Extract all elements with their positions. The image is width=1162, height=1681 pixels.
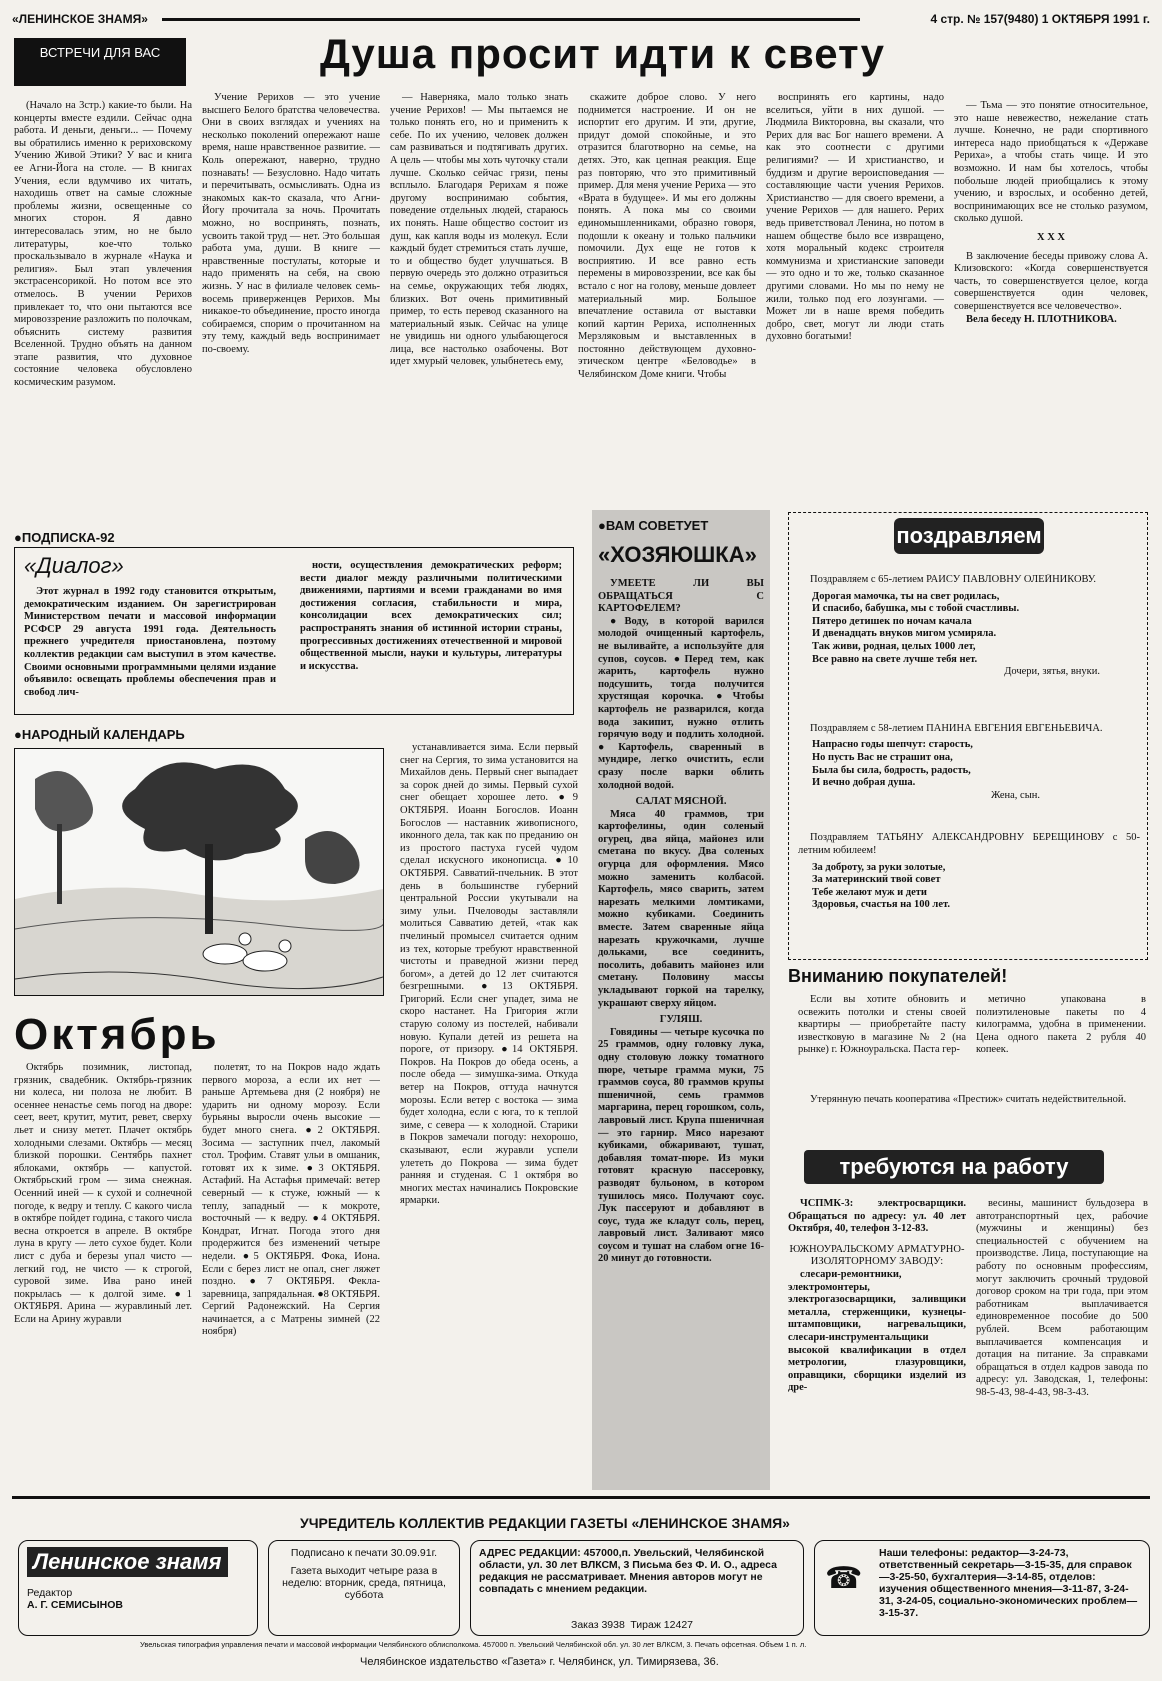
article-text: — Тьма — это понятие относительное, это наше невежество, нежелание стать лучше. Конечно, не ради спортивного интереса надо приобщаться к «Державе Рериха», а чтобы стать чище. И это возможно. И нам бы хотелось, чтобы побольше людей приобщались к этому учению, и взрослых, и особенно детей, воспринимающих все не столько разумом, сколько душой.: [954, 100, 1148, 225]
footer-rule: [12, 1496, 1150, 1499]
separator-stars: Х Х Х: [1037, 231, 1065, 243]
footer-phones-box: [814, 1540, 1150, 1636]
editorial-address: АДРЕС РЕДАКЦИИ: 457000,п. Увельский, Челябинской области, ул. 30 лет ВЛКСМ, 3 Письма без Ф. И. О., адреса редакция не рассматривает. Мнения авторов могут не совпадать с мнением редакции.: [479, 1547, 777, 1595]
section-title-subscription: ●ПОДПИСКА-92: [14, 530, 115, 545]
jobs-column-1: [788, 1198, 966, 1488]
greeting-poem: [798, 591, 1140, 667]
printer-info: Увельская типография управления печати и массовой информации Челябинского облисполкома. 457000 п. Увельский Челябинской обл. ул. 30 лет ВЛКСМ, 3. Печать офсетная. Объем 1 п. л.: [140, 1640, 807, 1649]
article-text: Учение Рерихов — это учение высшего Белого братства человечества. Они в своих взглядах и учениях на несколько поколений опережают наше время, наше нравственное развитие. — Коль опережают, наверно, трудно познавать! — Безусловно. Надо читать и перечитывать, осмысливать. Одна из знакомых как-то сказала, что Агни-Йогу прочитала за ночь. Прочитать можно, но воспринять, познать, усвоить такой труд — нет. Это большая работа ума, души. В книге — нравственные постулаты, которые и надо применять на себя, на свою жизнь. У нас в филиале человек семь-восемь приверженцев Рерихов. Мы никакое-то объединение, просто иногда собираемся, спорим о прочитанном на эту тему, каждый ведь воспринимает по-своему.: [202, 92, 380, 355]
article-text: скажите доброе слово. У него поднимется настроение. И он не испортит его другим. И эти, другие, придут домой спокойные, и это отразится благотворно на семье, на детях. Это, как цепная реакция. Еще раз повторяю, что это примитивный пример. Для меня учение Рериха — это «Врата в будущее». И мы его должны понять. А пока мы со своими единомышленниками, образно говоря, подошли к океану и только пальчики помочили. Дух еще не готов к восприятию. И все равно есть перемены в мировоззрении, все как бы встало с ног на голову, меньше довлеет материальный мир. Большое впечатление оставила от выставки копий картин Рериха, исполненных Мерзляковым и выставленных в постоянно действующем духовно-этическом центре «Беловодье» в Челябинском Доме книги. Чтобы: [578, 92, 756, 381]
article-column-5: [766, 92, 944, 490]
salad-title: САЛАТ МЯСНОЙ.: [635, 796, 727, 808]
footer-address-box: [470, 1540, 804, 1636]
notice-text: Утерянную печать кооператива «Престиж» считать недействительной.: [810, 1094, 1127, 1105]
subscription-text-1: [24, 586, 276, 710]
article-column-4: [578, 92, 756, 490]
congrats-banner: поздравляем: [894, 518, 1044, 554]
buyers-column-1: [798, 994, 966, 1074]
poem-line: Была бы сила, бодрость, радость,: [812, 764, 971, 776]
greeting-intro: Поздравляем с 65-летием РАИСУ ПАВЛОВНУ ОЛЕЙНИКОВУ.: [810, 574, 1097, 585]
article-headline: Душа просит идти к свету: [320, 30, 885, 77]
footer-print-box: [268, 1540, 460, 1636]
jobs-column-2: [976, 1198, 1148, 1488]
issue-info: 4 стр. № 157(9480) 1 ОКТЯБРЯ 1991 г.: [930, 12, 1150, 26]
calendar-text: устанавливается зима. Если первый снег на Сергия, то зима установится на Михайлов день. Первый снег выпадает за сорок дней до зимы. Первый сухой снег обещает хорошее лето. ●9 ОКТЯБРЯ. Иоанн Богослов. Иоанн Богослов — наставник живописного, иконного дела, так как по преданию он из простого пастуха гусей чудом сделал искусного иконописца. ●10 ОКТЯБРЯ. Савватий-пчельник. В этот день в большинстве губерний центральной России укутывали на зиму ульи. Пчеловоды заставляли молиться Савватию детей, «так как пчелиный промысел считается одним из тех, которые требуют нравственной чистоты и праведной жизни перед богом», а детей до 12 лет считаются безгрешными. ●13 ОКТЯБРЯ. Григорий. Если снег упадет, зима не скоро настанет. На Григория жгли старую солому из постелей, набивали новую. Купали детей из решета на пороге, от призору. ●14 ОКТЯБРЯ. Покров. На Покров до обеда осень, а после обеда — зимушка-зима. Откуда ветер на Покров, оттуда начнутся морозы. Если ветер с востока — зима будет холодна, если с юга, то к теплой зиме, с севера — к холодной. Старики в Покров замечали погоду: нехорошо, сказывают, если журавли успели улететь до Покрова — зима будет ранняя и студеная. С 1 октября во многих местах начинались Покровские ярмарки.: [400, 742, 578, 1207]
greeting-intro: Поздравляем ТАТЬЯНУ АЛЕКСАНДРОВНУ БЕРЕЩИНОВУ с 50-летним юбилеем!: [798, 832, 1140, 856]
phone-numbers: Наши телефоны: редактор—3-24-73, ответственный секретарь—3-15-35, для справок—3-25-50, бухгалтерия—3-14-85, отделов: изучения общественного мнения—3-11-87, 3-24-31, 3-24-05, социально-экономических проблем—3-15-37.: [879, 1547, 1138, 1619]
publication-schedule: Газета выходит четыре раза в неделю: вторник, среда, пятница, суббота: [282, 1565, 446, 1601]
buyers-text: Если вы хотите обновить и освежить потолки и стены своей квартиры — приобретайте пасту известковую в магазине № 2 (на рынке) г. Южноуральска. Паста гер-: [798, 994, 966, 1056]
job-listing: слесари-ремонтники, электромонтеры, электрогазосварщики, заливщики металла, стерженщики, кузнецы-штамповщики, нагревальщики, слесари-инструментальщики высокой квалификации в отдел метрологии, глазуровщики, оправщики, сборщики изделий из дре-: [788, 1268, 966, 1394]
congrats-text: [798, 574, 1140, 954]
footer-logo-box: [18, 1540, 258, 1636]
greeting-poem: [798, 862, 1140, 912]
section-title-calendar: ●НАРОДНЫЙ КАЛЕНДАРЬ: [14, 727, 185, 742]
calendar-column-2: [202, 1062, 380, 1488]
editor-name: А. Г. СЕМИСЫНОВ: [27, 1599, 123, 1611]
poem-line: Здоровья, счастья на 100 лет.: [812, 899, 950, 911]
greeting-intro: Поздравляем с 58-летием ПАНИНА ЕВГЕНИЯ ЕВГЕНЬЕВИЧА.: [810, 722, 1103, 734]
byline: Вела беседу Н. ПЛОТНИКОВА.: [966, 313, 1117, 325]
calendar-text: полетят, то на Покров надо ждать первого мороза, а если их нет — раньше Артемьева дня (2 ноября) не ударить ни одному морозу. Если бурьяны выросли очень высокие — будет много снега. ●2 ОКТЯБРЯ. Зосима — заступник пчел, лакомый стол. Трофим. Ставят ульи в омшаник, готовят их к зиме. ●3 ОКТЯБРЯ. Астафий. На Астафья примечай: ветер северный — к стуже, южный — к теплу, западный — к мокроте, восточный — к ведру. ●4 ОКТЯБРЯ. Кондрат, Игнат. Погода этого дня продержится без изменений четыре недели. ●5 ОКТЯБРЯ. Фока, Иона. Если с берез лист не опал, снег ляжет поздно. ●7 ОКТЯБРЯ. Фекла-заревница, запрядальная. ●8 ОКТЯБРЯ. Сергий Радонежский. На Сергия начинается, а с Матрены зимней (22 ноября): [202, 1062, 380, 1338]
housewife-lead: УМЕЕТЕ ЛИ ВЫ ОБРАЩАТЬСЯ С КАРТОФЕЛЕМ?: [598, 578, 764, 615]
page-header: [12, 8, 1150, 32]
article-text: В заключение беседы привожу слова А. Клизовского: «Когда совершенствуется часть, то совершенствуется целое, когда совершенствуется один человек, совершенствуется все человечество».: [954, 250, 1148, 312]
salad-recipe: Мяса 40 граммов, три картофелины, один соленый огурец, два яйца, майонез или сметана по вкусу. Два соленых огурца для оформления. Мясо можно заменить колбасой. Картофель, мясо сварить, затем нарезать мелкими ломтиками, можно кубиками. Соединить вместе. Затем сваренные яйца нарезать кружочками, лучше дольками, все соединить, посолить, добавить майонез или сметану. Половину массы укладывают горкой на тарелку, украшают сверху яйцом.: [598, 808, 764, 1009]
greeting-poem: [798, 739, 1140, 789]
subscription-text-2: [300, 560, 562, 710]
housewife-text: [598, 578, 764, 1484]
housewife-title: «ХОЗЯЮШКА»: [598, 542, 757, 567]
poem-line: И вечно добрая душа.: [812, 777, 916, 789]
greeting-signature: Жена, сын.: [990, 789, 1040, 801]
calendar-column-3: [400, 742, 578, 1488]
article-text: (Начало на 3стр.) какие-то были. На концерты вместе ездили. Сейчас одна работа. И деньги, деньги... — Почему вы обратились именно к рериховскому Учению Живой Этики? У вас и книга ее Агни-Йога на столе. — В книгах Учения, если вдумчиво их читать, находишь ответ на самые сложные проблемы жизни, освещенные со многих сторон. Я давно интересовалась этим, но не было литературы, кое-что только проскальзывало в журнале «Наука и религия». Был этап увлечения экстрасенсорикой. Но потом все это отмелось. В учении Рерихов привлекает то, что они пытаются все мировоззрение разложить по полочкам, объяснить систему развития Вселенной. Трудно объять на данном этапе развития, что духовное состояние человека обусловлено космическим разумом.: [14, 100, 192, 389]
article-text: — Наверняка, мало только знать учение Рерихов! — Мы пытаемся не только понять его, но и применить к себе. По их учению, человек должен сам развиваться и подтягивать других. А цель — чтобы мы хоть чуточку стали лучше. Сколько сейчас грязи, пены всплыло. Благодаря Рерихам я поже другому воспринимаю события, поведение отдельных людей, стараюсь их понять. Наше общество состоит из душ, как капля воды из молекул. Если каждый будет стремиться стать лучше, то и общество будет улучшаться. В первую очередь это должно отразиться на семье, окружающих тебя людях, близких. Вот очень примитивный пример, то есть перевод сказанного на материальный язык. Сейчас на улице не увидишь ни одного улыбающегося лица, все настолько озабочены. Вот идет хмурый человек, улыбнетесь ему,: [390, 92, 568, 368]
jobs-banner: требуются на работу: [804, 1150, 1104, 1184]
section-title-housewife: ●ВАМ СОВЕТУЕТ: [598, 518, 709, 533]
subscription-text: Этот журнал в 1992 году становится открытым, демократическим изданием. Он зарегистрирован Министерством печати и массовой информации РСФСР 29 августа 1991 года. Деятельность прежнего учредителя приостановлена, поэтому коллектив редакции сам выступил в этом качестве. Своими основными программными целями издание объявило: освещать проблемы обеспечения прав и свобод лич-: [24, 586, 276, 698]
greeting-signature: Дочери, зятья, внуки.: [1004, 666, 1100, 678]
calendar-text: Октябрь позимник, листопад, грязник, свадебник. Октябрь-грязник ни колеса, ни полоза не любит. В осеннее ненастье семь погод на дворе: сеет, веет, крутит, мутит, ревет, сверху льет и снизу метет. Плачет октябрь холодными слезами. Октябрь — месяц близкой порошки. Сентябрь пахнет яблоками, октябрь — капустой. Октябрьский гром — зима снежная. Осенний иней — к сухой и солнечной погоде, к ведру и теплу. С какого числа в октябре пойдет година, с такого числа весна откроется в апреле. В октябре луна в кругу — лето сухое будет. Коли лист с дуба и березы упал чисто — легкий год, не чисто — к строгой, суровой зиме. Ива рано иней покрылась — к долгой зиме. ●1 ОКТЯБРЯ. Арина — журавлиный лет. Если на Арину журавли: [14, 1062, 192, 1325]
goulash-recipe: Говядины — четыре кусочка по 25 граммов, одну головку лука, одну столовую ложку томатного пюре, четыре грамма муки, 75 граммов соуса, 80 граммов крупы пшеничной, семь граммов маргарина, перец горошком, соль, лавровый лист. Крупа пшеничная — это гарнир. Мясо нарезают кубиками, обжаривают, тушат, добавляя томат-пюре. Из муки готовят красную пассеровку, разводят бульоном, в котором тушилось мясо. Получают соус. Лук пассеруют и добавляют в соус, туда же кладут соль, перец, лавровый лист. Заливают мясо соусом и тушат на слабом огне 16-20 минут до готовности.: [598, 1026, 764, 1265]
subscription-title: «Диалог»: [24, 553, 124, 578]
article-text: воспринять его картины, надо вселиться, уйти в них душой. — Людмила Викторовна, вы сказали, что Рерих для вас Бог нашего времени. А как это соотнести с другими религиями? — И христианство, и буддизм и другие вероисповедания — составляющие части учения Рерихов. Христианство — для своего времени, а учение Рерихов — для нашего. Рерих ведь приветствовал Ленина, но потом в нашем обществе было все извращено, хотя моральный кодекс строителя коммунизма и христианские заповеди — это одно и то же, только сказанное другими словами. Но мы по нему не жили, только под его лозунгами. — Может ли в наше время победить добро, свет, могут ли люди стать духовно богатыми!: [766, 92, 944, 343]
header-rule: [162, 18, 860, 21]
poem-line: За материнский твой совет: [812, 874, 941, 886]
signed-date: Подписано к печати 30.09.91г.: [290, 1547, 438, 1559]
calendar-month-title: Октябрь: [14, 1010, 220, 1059]
poem-line: Но пусть Вас не страшит она,: [812, 751, 953, 763]
article-column-3: [390, 92, 568, 490]
goulash-title: ГУЛЯШ.: [659, 1014, 703, 1026]
calendar-column-1: [14, 1062, 192, 1488]
subscription-text: ности, осуществления демократических реформ; вести диалог между различными политическими движениями, партиями и всеми гражданами во имя достижения согласия, стабильности и мира, консолидации всех демократических сил; распространять знания об истинной истории страны, прогрессивных достижениях отечественной и мировой общественной мысли, науки и культуры, литературы и искусства.: [300, 560, 562, 672]
poem-line: Тебе желают муж и дети: [812, 886, 927, 898]
buyers-title: Вниманию покупателей!: [788, 966, 1008, 986]
job-listing: ЧСПМК-3: электросварщики. Обращаться по адресу: ул. 40 лет Октября, 40, телефон 3-12-83.: [788, 1198, 966, 1235]
print-run: Тираж 12427: [630, 1619, 693, 1631]
poem-line: И спасибо, бабушка, мы с тобой счастливы.: [812, 603, 1020, 615]
job-listing: весины, машинист бульдозера в автотранспортный цех, рабочие (мужчины и женщины) без специальностей с обучением на производстве. Лица, поступающие на работу по основным профессиям, могут заключить срочный трудовой договор сроком на три года, при этом работникам выплачивается единовременное пособие до 500 рублей. Всем работающим выплачивается компенсация и дотация на питание. За справками обращаться в отдел кадров завода по адресу: ул. Заводская, 1, телефоны: 98-5-43, 98-4-43, 98-3-43.: [976, 1198, 1148, 1398]
newspaper-logo: Ленинское знамя: [27, 1547, 228, 1577]
plant-title: ЮЖНОУРАЛЬСКОМУ АРМАТУРНО-ИЗОЛЯТОРНОМУ ЗАВОДУ:: [789, 1243, 965, 1268]
poem-line: За доброту, за руки золотые,: [812, 861, 946, 873]
telephone-icon: ☎: [825, 1562, 863, 1595]
buyers-text: метично упакована в полиэтиленовые пакеты по 4 килограмма, удобна в применении. Цена одного пакета 2 рубля 40 копеек.: [976, 994, 1146, 1056]
article-column-6: [954, 100, 1148, 495]
lost-seal-notice: [798, 1094, 1146, 1124]
order-number: Заказ 3938: [571, 1619, 625, 1631]
publisher-info: Челябинское издательство «Газета» г. Челябинск, ул. Тимирязева, 36.: [360, 1656, 719, 1668]
buyers-column-2: [976, 994, 1146, 1074]
editor-label: Редактор: [27, 1587, 73, 1599]
paper-name: «ЛЕНИНСКОЕ ЗНАМЯ»: [12, 12, 148, 26]
poem-line: Дорогая мамочка, ты на свет родилась,: [812, 590, 1000, 602]
poem-line: Так живи, родная, целых 1000 лет,: [812, 640, 976, 652]
poem-line: Пятеро детишек по ночам качала: [812, 615, 972, 627]
section-tag-meetings: ВСТРЕЧИ ДЛЯ ВАС: [14, 38, 186, 86]
flower-ornament: [798, 679, 1140, 723]
landscape-illustration: [14, 748, 384, 996]
flower-ornament: [798, 802, 1140, 832]
poem-line: И двенадцать внуков мигом усмиряла.: [812, 628, 997, 640]
poem-line: Напрасно годы шепчут: старость,: [812, 739, 973, 751]
article-column-1: [14, 100, 192, 490]
article-column-2: [202, 92, 380, 490]
poem-line: Все равно на свете лучше тебя нет.: [812, 653, 978, 665]
founder-line: УЧРЕДИТЕЛЬ КОЛЛЕКТИВ РЕДАКЦИИ ГАЗЕТЫ «ЛЕНИНСКОЕ ЗНАМЯ»: [300, 1515, 790, 1531]
housewife-tips: ●Воду, в которой варился молодой очищенный картофель, не выливайте, а используйте для супов, соусов. ●Перед тем, как жарить, картофель нужно подсушить, тогда получится хрустящая корочка. ●Чтобы картофель не разварился, когда вода закипит, нужно отлить горячую воду и подлить холодной. ●Картофель, сваренный в мундире, легко очистить, если сразу после варки облить холодной водой.: [598, 615, 764, 791]
